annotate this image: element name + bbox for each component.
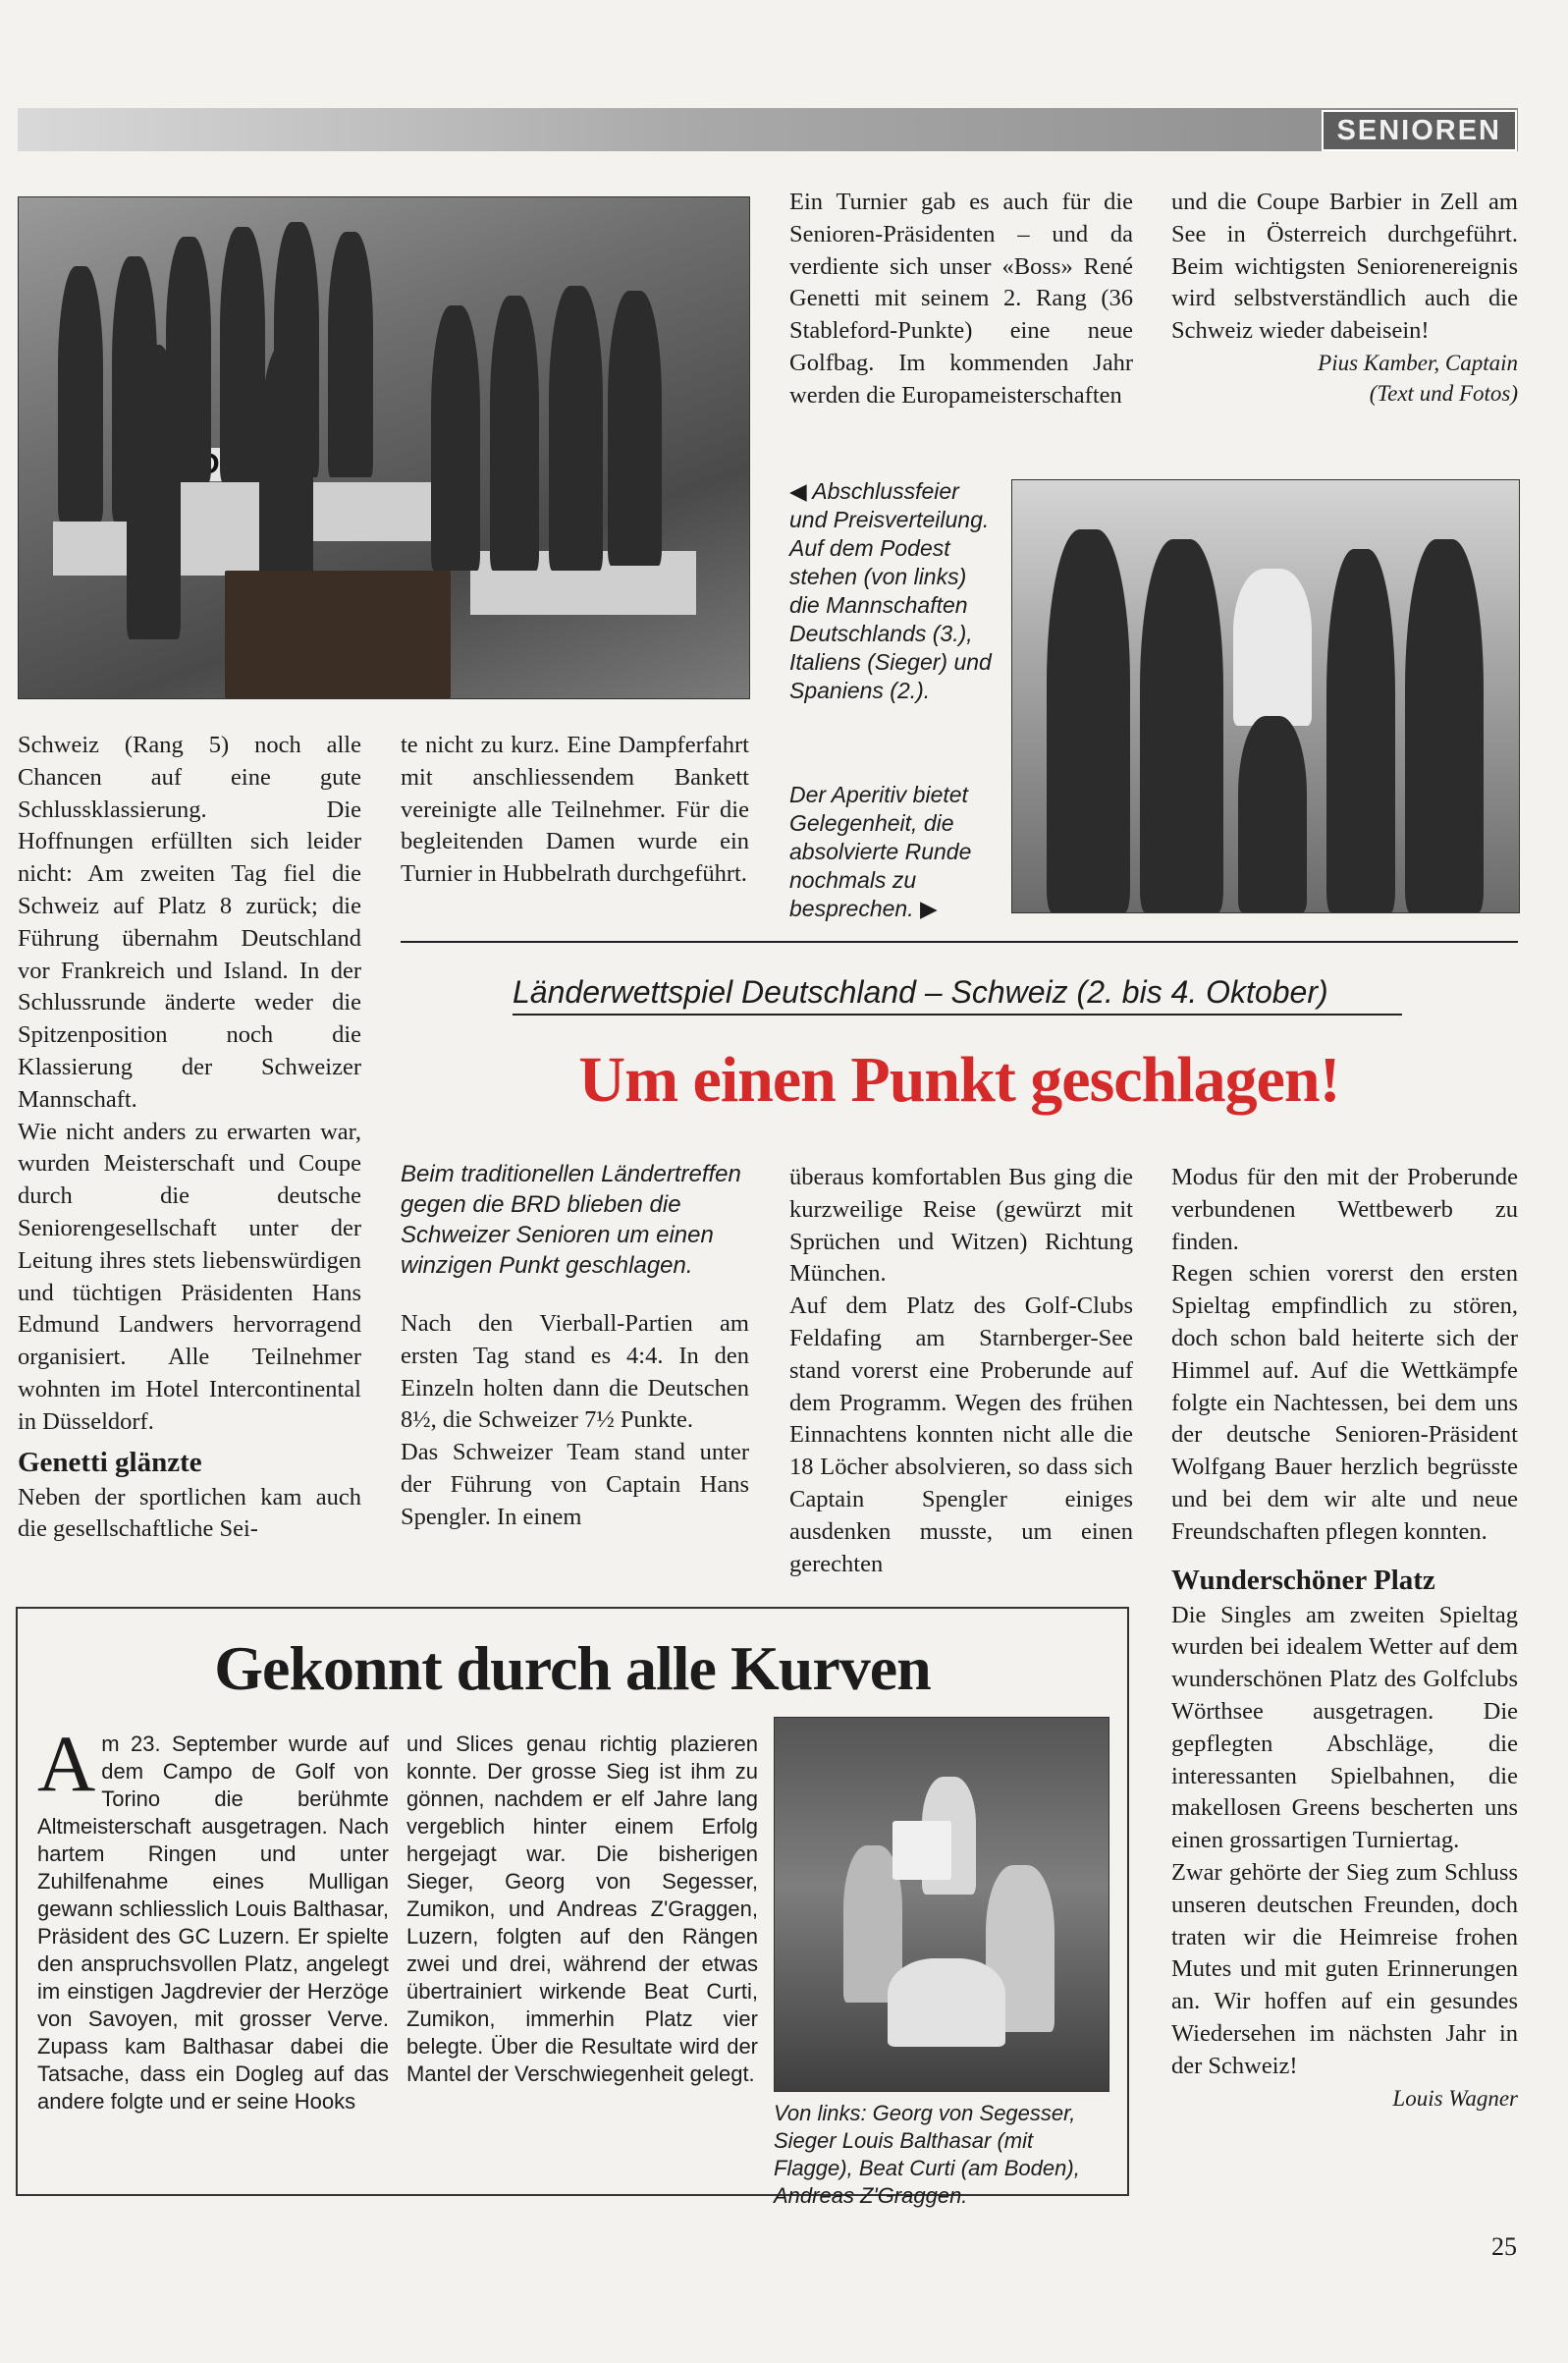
arrow-left-icon: ◀	[789, 478, 807, 504]
article-col1-p2: Das Schweizer Team stand unter der Führung von Captain Hans Spengler. In einem	[401, 1439, 749, 1530]
box-col1: A m 23. September wurde auf dem Campo de Golf von Torino die berühmte Altmeisterschaft ausgetragen. Nach hartem Ringen und unter Zuhilfenahme eines Mulligan gewann schliesslich Louis Balthasar, Präsident des GC Luzern. Er spielte den anspruchsvollen Platz, angelegt im einstigen Jagdrevier der Herzöge von Savoyen, mit grosser Verve. Zupass kam Balthasar dabei die Tatsache, dass ein Dogleg auf das andere folgte und er seine Hooks	[37, 1719, 389, 2114]
golfers-caption: Von links: Georg von Segesser, Sieger Louis Balthasar (mit Flagge), Beat Curti (am Boden), Andreas Z'Graggen.	[774, 2101, 1080, 2208]
caption-award: ◀ Abschlussfeier und Preisverteilung. Auf dem Podest stehen (von links) die Mannschaften Deutschlands (3.), Italiens (Sieger) und Spaniens (2.).	[789, 478, 992, 703]
mid-col-top: te nicht zu kurz. Eine Dampferfahrt mit anschliessendem Bankett vereinigte alle Teilnehmer. Für die begleitenden Damen wurde ein Turnier in Hubbelrath durchgeführt.	[401, 732, 749, 888]
page-number: 25	[1491, 2232, 1517, 2261]
article-col1-p1: Nach den Vierball-Partien am ersten Tag stand es 4:4. In den Einzeln holten dann die Deutschen 8½, die Schweizer 7½ Punkte.	[401, 1310, 749, 1434]
divider-rule	[401, 941, 1518, 943]
article-kicker: Länderwettspiel Deutschland – Schweiz (2. bis 4. Oktober)	[513, 974, 1328, 1010]
left-col-p3: Neben der sportlichen kam auch die gesellschaftliche Sei-	[18, 1483, 361, 1543]
box-col2: und Slices genau richtig plazieren konnte. Der grosse Sieg ist ihm zu gönnen, nachdem er elf Jahre lang vergeblich hinter einem Erfolg hergejagt war. Die bisherigen Sieger, Georg von Segesser, Zumikon, und Andreas Z'Graggen, Luzern, folgten auf den Rängen zwei und drei, während der etwas übertrainiert wirkende Beat Curti, Zumikon, immerhin Platz vier belegte. Über die Resultate wird der Mantel der Verschwiegenheit gelegt.	[406, 1731, 758, 2086]
signature-kamber: Pius Kamber, Captain	[1318, 350, 1518, 375]
kicker-underline	[513, 1014, 1402, 1016]
header-band	[18, 108, 1518, 151]
subhead-wunderschoen: Wunderschöner Platz	[1171, 1564, 1435, 1596]
signature-wagner: Louis Wagner	[1392, 2085, 1518, 2111]
article-col2-p2: Auf dem Platz des Golf-Clubs Feldafing am Starnberger-See stand vorerst eine Proberunde auf dem Programm. Wegen des frühen Einnachtens konnten nicht alle die 18 Löcher absolvieren, so dass sich Captain Spengler einiges ausdenken musste, um einen gerechten	[789, 1292, 1133, 1577]
aperitiv-photo	[1011, 479, 1520, 913]
arrow-right-icon: ▶	[919, 896, 938, 921]
top-right-col1: Ein Turnier gab es auch für die Senioren-Präsidenten – und da verdiente sich unser «Boss» René Genetti mit seinem 2. Rang (36 Stableford-Punkte) eine neue Golfbag. Im kommenden Jahr werden die Europameisterschaften	[789, 189, 1133, 409]
article-col3-p1: Modus für den mit der Proberunde verbundenen Wettbewerb zu finden.	[1171, 1164, 1518, 1255]
left-col-p2: Wie nicht anders zu erwarten war, wurden Meisterschaft und Coupe durch die deutsche Seniorengesellschaft unter der Leitung ihres stets liebenswürdigen und tüchtigen Präsidenten Hans Edmund Landwers hervorragend organisiert. Alle Teilnehmer wohnten im Hotel Intercontinental in Düsseldorf.	[18, 1118, 361, 1435]
section-tag: SENIOREN	[1322, 110, 1517, 151]
caption-aperitiv: Der Aperitiv bietet Gelegenheit, die absolvierte Runde nochmals zu besprechen. ▶	[789, 782, 972, 921]
article-col3-p4: Zwar gehörte der Sieg zum Schluss unseren deutschen Freunden, doch traten wir die Heimreise frohen Mutes und mit guten Erinnerungen an. Wir hoffen auf ein gesundes Wiedersehen im nächsten Jahr in der Schweiz!	[1171, 1858, 1518, 2079]
article-headline: Um einen Punkt geschlagen!	[578, 1044, 1340, 1116]
dropcap: A	[37, 1719, 96, 1808]
box-headline: Gekonnt durch alle Kurven	[214, 1633, 931, 1703]
article-lead: Beim traditionellen Ländertreffen gegen die BRD blieben die Schweizer Senioren um einen winzigen Punkt geschlagen.	[401, 1161, 741, 1279]
article-col3-p2: Regen schien vorerst den ersten Spieltag empfindlich zu stören, doch schon bald heiterte sich der Himmel auf. Auf die Wettkämpfe folgte ein Nachtessen, bei dem uns der deutsche Senioren-Präsident Wolfgang Bauer herzlich begrüsste und bei dem wir alte und neue Freundschaften pflegen konnten.	[1171, 1260, 1518, 1545]
signature-kamber-note: (Text und Fotos)	[1369, 380, 1518, 406]
podium-photo	[18, 196, 750, 699]
top-right-col2: und die Coupe Barbier in Zell am See in Österreich durchgeführt. Beim wichtigsten Seniorenereignis wird selbstverständlich auch die Schweiz wieder dabeisein!	[1171, 189, 1518, 345]
subhead-genetti: Genetti glänzte	[18, 1446, 202, 1478]
golfers-photo	[774, 1717, 1109, 2092]
article-col2-p1: überaus komfortablen Bus ging die kurzweilige Reise (gewürzt mit Sprüchen und Witzen) Richtung München.	[789, 1164, 1133, 1288]
box-article	[16, 1607, 1129, 2208]
left-col-p1: Schweiz (Rang 5) noch alle Chancen auf eine gute Schlussklassierung. Die Hoffnungen erfüllten sich leider nicht: Am zweiten Tag fiel die Schweiz auf Platz 8 zurück; die Führung übernahm Deutschland vor Frankreich und Island. In der Schlussrunde änderte weder die Spitzenposition noch die Klassierung der Schweizer Mannschaft.	[18, 732, 361, 1113]
article-col3-p3: Die Singles am zweiten Spieltag wurden bei idealem Wetter auf dem wunderschönen Platz des Golfclubs Wörthsee ausgetragen. Die gepflegten Abschläge, die interessanten Spielbahnen, die makellosen Greens bescherten uns einen grossartigen Turniertag.	[1171, 1601, 1518, 1854]
